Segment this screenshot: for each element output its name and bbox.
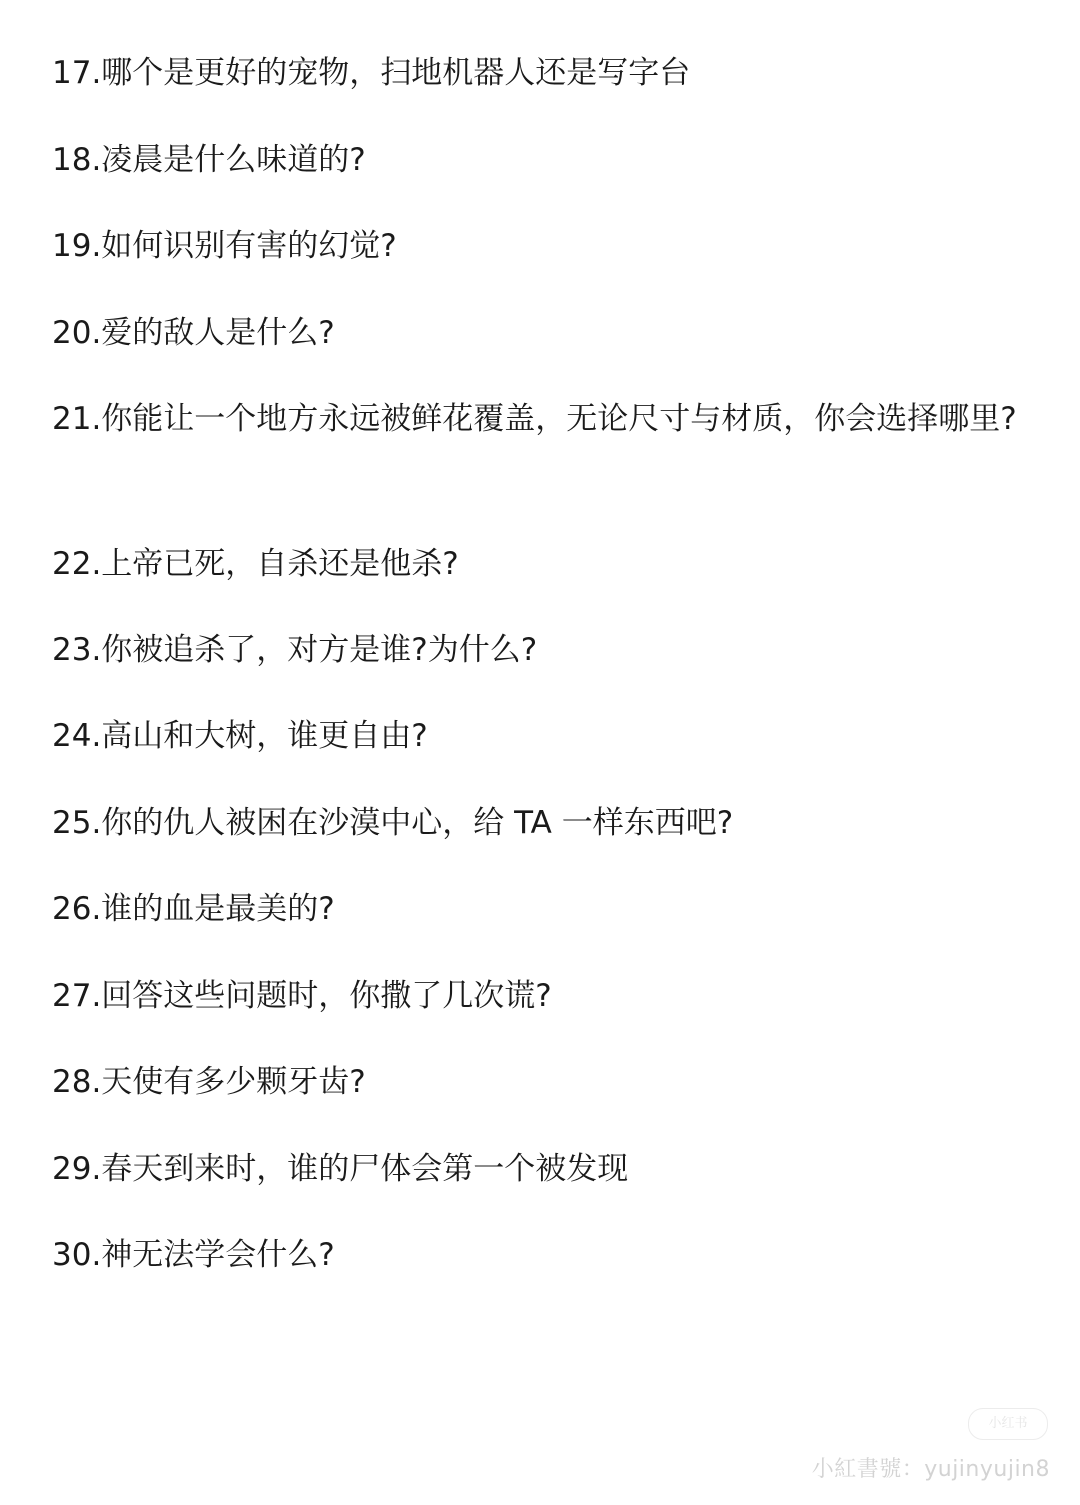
question-22: 22.上帝已死，自杀还是他杀?	[52, 546, 459, 582]
question-24: 24.高山和大树，谁更自由?	[52, 718, 428, 754]
question-19: 19.如何识别有害的幻觉?	[52, 228, 397, 264]
question-20: 20.爱的敌人是什么?	[52, 315, 335, 351]
question-23: 23.你被追杀了，对方是谁?为什么?	[52, 632, 538, 668]
question-18: 18.凌晨是什么味道的?	[52, 142, 366, 178]
question-28: 28.天使有多少颗牙齿?	[52, 1064, 366, 1100]
question-25: 25.你的仇人被困在沙漠中心，给 TA 一样东西吧?	[52, 805, 734, 841]
watermark-logo: 小红书	[968, 1408, 1048, 1440]
watermark-id: 小紅書號：yujinyujin8	[811, 1457, 1050, 1482]
question-30: 30.神无法学会什么?	[52, 1237, 335, 1273]
question-29: 29.春天到来时，谁的尸体会第一个被发现	[52, 1151, 629, 1187]
question-17: 17.哪个是更好的宠物，扫地机器人还是写字台	[52, 55, 691, 91]
question-27: 27.回答这些问题时，你撒了几次谎?	[52, 978, 552, 1014]
question-26: 26.谁的血是最美的?	[52, 891, 335, 927]
question-21: 21.你能让一个地方永远被鲜花覆盖，无论尺寸与材质，你会选择哪里?	[52, 401, 1017, 437]
